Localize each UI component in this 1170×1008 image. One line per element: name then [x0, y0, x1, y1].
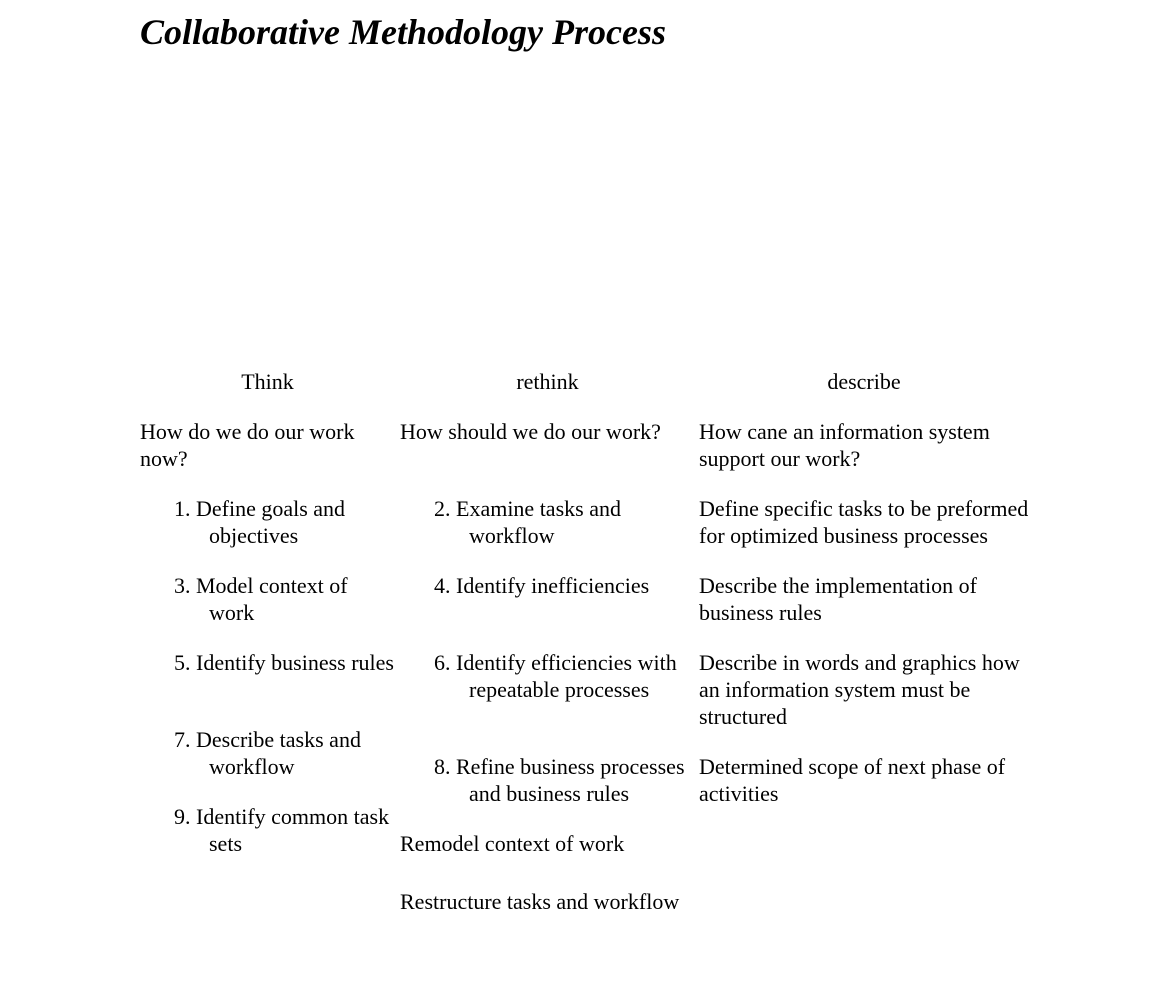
column-header-describe: describe — [827, 369, 901, 394]
list-item: Determined scope of next phase of activities — [699, 754, 1006, 806]
item-number: 8. — [434, 754, 451, 779]
item-text: Examine tasks and workflow — [456, 496, 621, 548]
item-number: 3. — [174, 573, 191, 598]
list-item: Describe the implementation of business rules — [699, 573, 977, 625]
item-number: 9. — [174, 804, 191, 829]
item-text: Describe tasks and workflow — [196, 727, 361, 779]
list-item: Describe in words and graphics how an information system must be structured — [699, 650, 1020, 729]
item-text: Identify efficiencies with repeatable processes — [456, 650, 677, 702]
column-describe — [699, 368, 1039, 807]
column-header-think: Think — [241, 369, 294, 394]
list-item — [400, 495, 698, 549]
column-question-describe: How cane an information system support our work? — [699, 419, 990, 471]
item-number: 2. — [434, 496, 451, 521]
column-think — [140, 368, 395, 857]
item-text: Refine business processes and business rules — [456, 754, 685, 806]
column-rethink — [400, 368, 698, 915]
list-item — [400, 753, 698, 807]
list-item — [140, 495, 395, 549]
item-number: 1. — [174, 496, 191, 521]
column-question-think: How do we do our work now? — [140, 419, 355, 471]
column-question-rethink: How should we do our work? — [400, 419, 661, 444]
list-item: Define specific tasks to be preformed for optimized business processes — [699, 496, 1029, 548]
list-item — [400, 649, 698, 703]
list-item: Remodel context of work — [400, 831, 625, 856]
list-item — [140, 803, 395, 857]
item-text: Model context of work — [196, 573, 348, 625]
item-number: 6. — [434, 650, 451, 675]
item-text: Identify common task sets — [196, 804, 390, 856]
list-item — [400, 572, 698, 626]
column-header-rethink: rethink — [516, 369, 579, 394]
item-text: Define goals and objectives — [196, 496, 346, 548]
list-item: Restructure tasks and workflow — [400, 889, 680, 914]
item-number: 5. — [174, 650, 191, 675]
item-number: 7. — [174, 727, 191, 752]
item-text: Identify business rules — [196, 650, 394, 675]
page-title: Collaborative Methodology Process — [140, 12, 666, 52]
list-item — [140, 649, 395, 676]
list-item — [140, 572, 395, 626]
item-text: Identify inefficiencies — [456, 573, 650, 598]
item-number: 4. — [434, 573, 451, 598]
list-item — [140, 726, 395, 780]
